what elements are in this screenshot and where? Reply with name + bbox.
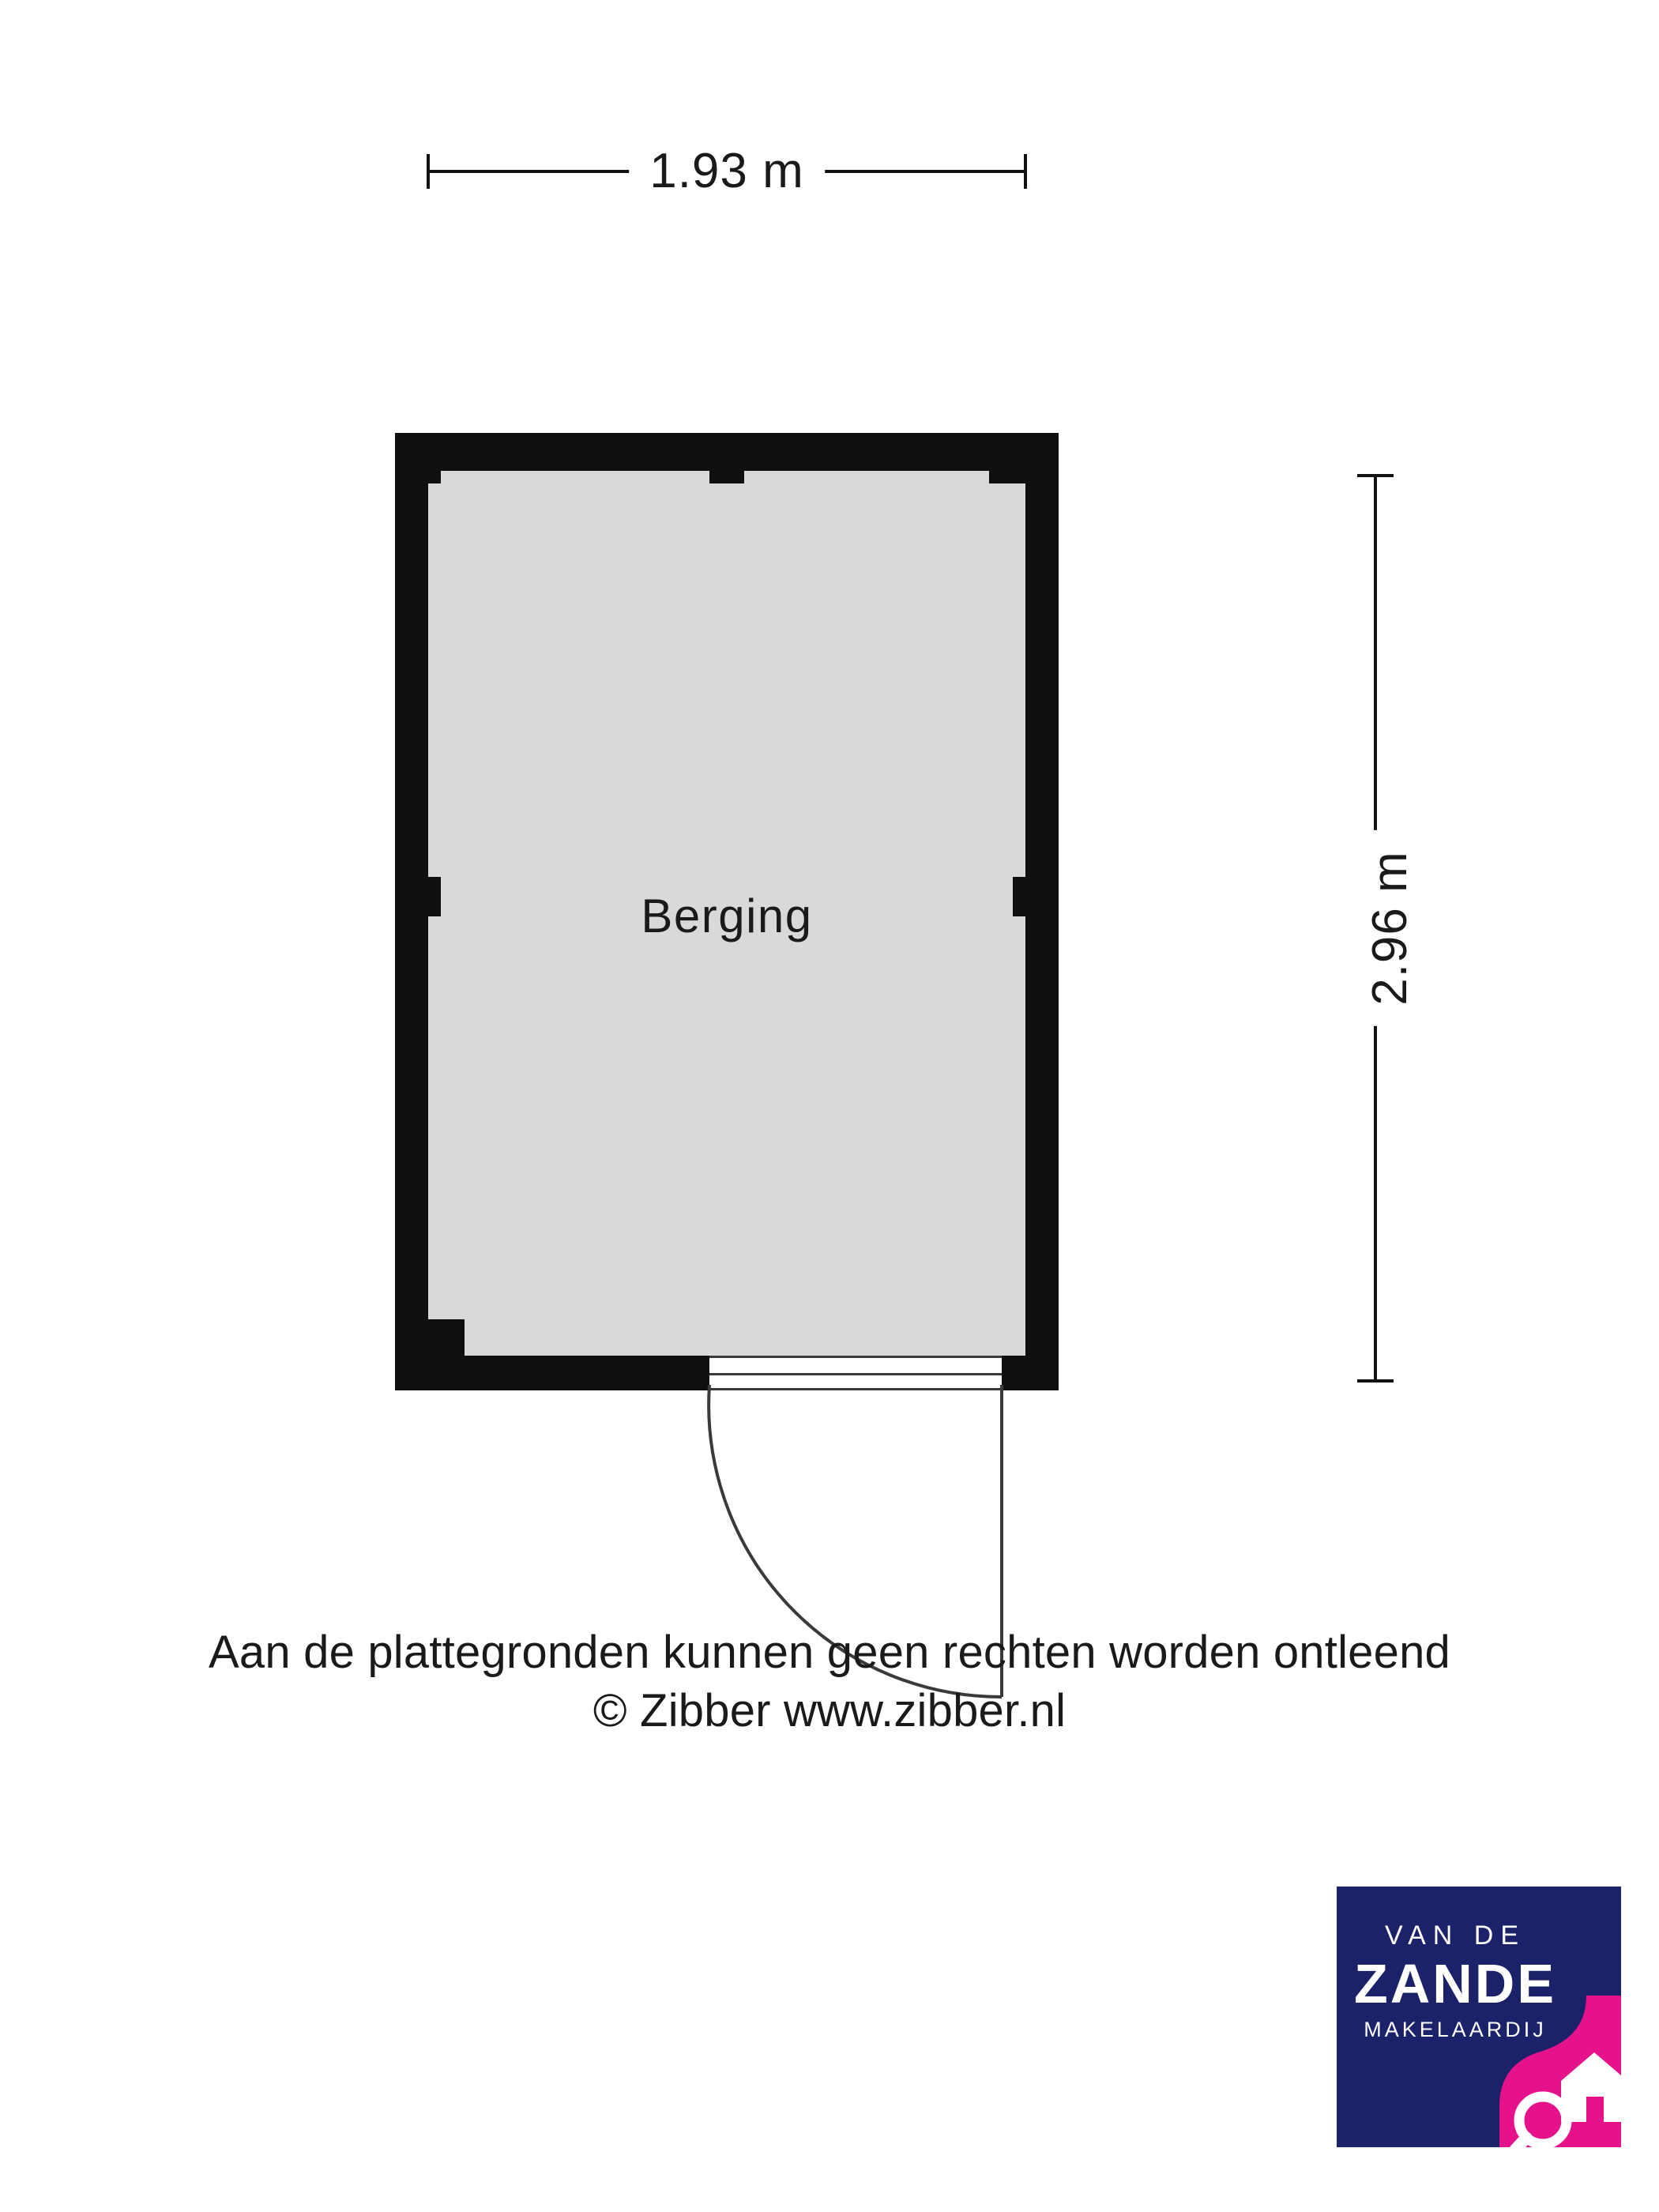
dimension-width <box>427 138 1027 201</box>
door-opening <box>709 1356 1002 1390</box>
logo-van-de-zande <box>1337 1887 1621 2147</box>
dimension-height-label: 2.96 m <box>1357 830 1424 1026</box>
house-magnifier-icon <box>1468 1988 1621 2147</box>
dimension-height <box>1343 474 1438 1382</box>
dimension-width-label: 1.93 m <box>629 138 825 205</box>
logo-line-1: VAN DE <box>1384 1920 1526 1951</box>
dimension-height-cap-bottom <box>1357 1379 1394 1382</box>
room-label-berging: Berging <box>641 890 813 942</box>
door-jamb <box>1002 1356 1010 1390</box>
floorplan-drawing <box>395 433 1059 1390</box>
disclaimer <box>0 1623 1659 1740</box>
wall-notch <box>709 471 744 483</box>
dimension-width-cap-left <box>427 154 430 189</box>
logo-line-2: ZANDE <box>1353 1953 1557 2014</box>
wall-notch <box>989 471 1025 483</box>
dimension-height-cap-top <box>1357 474 1394 477</box>
logo-line-3: MAKELAARDIJ <box>1364 2018 1547 2041</box>
disclaimer-line-1: Aan de plattegronden kunnen geen rechten worden ontleend <box>209 1627 1450 1678</box>
wall-notch <box>428 1319 465 1356</box>
disclaimer-line-2: © Zibber www.zibber.nl <box>592 1685 1066 1736</box>
wall-notch <box>428 471 441 483</box>
dimension-width-cap-right <box>1024 154 1027 189</box>
